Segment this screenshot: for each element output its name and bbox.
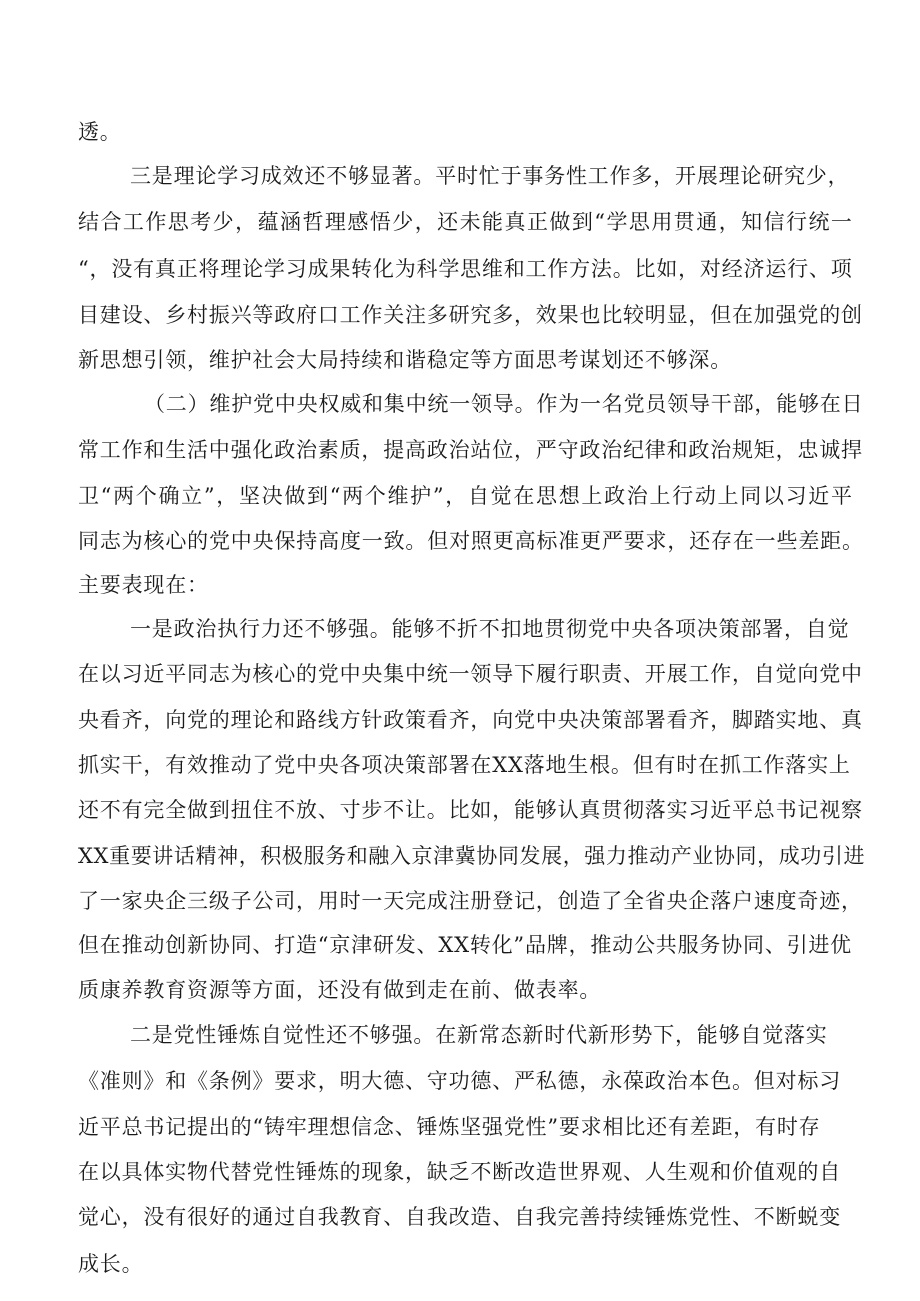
text-line-24: 在以具体实物代替党性锤炼的现象，缺乏不断改造世界观、人生观和价值观的自 (78, 1160, 841, 1184)
text-line-21: 二是党性锤炼自觉性还不够强。在新常态新时代新形势下，能够自觉落实 (130, 1023, 828, 1047)
text-line-3: 结合工作思考少，蕴涵哲理感悟少，还未能真正做到“学思用贯通，知信行统一 (78, 210, 854, 234)
text-line-18: 了一家央企三级子公司，用时一天完成注册登记，创造了全省央企落户速度奇迹， (78, 889, 863, 913)
text-line-8: 常工作和生活中强化政治素质，提高政治站位，严守政治纪律和政治规矩，忠诚捍 (78, 438, 863, 462)
text-line-1: 透。 (78, 120, 122, 144)
text-line-25: 觉心，没有很好的通过自我教育、自我改造、自我完善持续锤炼党性、不断蜕变 (78, 1205, 841, 1229)
text-line-11: 主要表现在： (78, 573, 209, 597)
text-line-4: “，没有真正将理论学习成果转化为科学思维和工作方法。比如，对经济运行、项 (78, 257, 853, 281)
text-line-2: 三是理论学习成效还不够显著。平时忙于事务性工作多，开展理论研究少， (130, 164, 850, 188)
text-line-10: 同志为核心的党中央保持高度一致。但对照更高标准更严要求，还存在一些差距。 (78, 529, 864, 553)
text-line-22: 《准则》和《条例》要求，明大德、守功德、严私德，永葆政治本色。但对标习 (78, 1069, 841, 1093)
text-line-19: 但在推动创新协同、打造“京津研发、XX转化”品牌，推动公共服务协同、引进优 (78, 933, 852, 957)
text-line-26: 成长。 (78, 1252, 144, 1276)
text-line-16: 还不有完全做到扭住不放、寸步不让。比如，能够认真贯彻落实习近平总书记视察 (78, 798, 863, 822)
text-line-17: XX重要讲话精神，积极服务和融入京津冀协同发展，强力推动产业协同，成功引进 (78, 844, 866, 868)
text-line-13: 在以习近平同志为核心的党中央集中统一领导下履行职责、开展工作，自觉向党中 (78, 662, 863, 686)
text-line-23: 近平总书记提出的“铸牢理想信念、锤炼坚强党性”要求相比还有差距，有时存 (78, 1115, 821, 1139)
text-line-6: 新思想引领，维护社会大局持续和谐稳定等方面思考谋划还不够深。 (78, 348, 732, 372)
text-line-15: 抓实干，有效推动了党中央各项决策部署在XX落地生根。但有时在抓工作落实上 (78, 753, 851, 777)
text-line-14: 央看齐，向党的理论和路线方针政策看齐，向党中央决策部署看齐，脚踏实地、真 (78, 708, 863, 732)
text-line-5: 目建设、乡村振兴等政府口工作关注多研究多，效果也比较明显，但在加强党的创 (78, 303, 863, 327)
text-line-12: 一是政治执行力还不够强。能够不折不扣地贯彻党中央各项决策部署，自觉 (130, 617, 850, 641)
text-line-20: 质康养教育资源等方面，还没有做到走在前、做表率。 (78, 978, 602, 1002)
text-line-9: 卫“两个确立”，坚决做到“两个维护”，自觉在思想上政治上行动上同以习近平 (78, 484, 854, 508)
text-line-7: （二）维护党中央权威和集中统一领导。作为一名党员领导干部，能够在日 (144, 392, 864, 416)
